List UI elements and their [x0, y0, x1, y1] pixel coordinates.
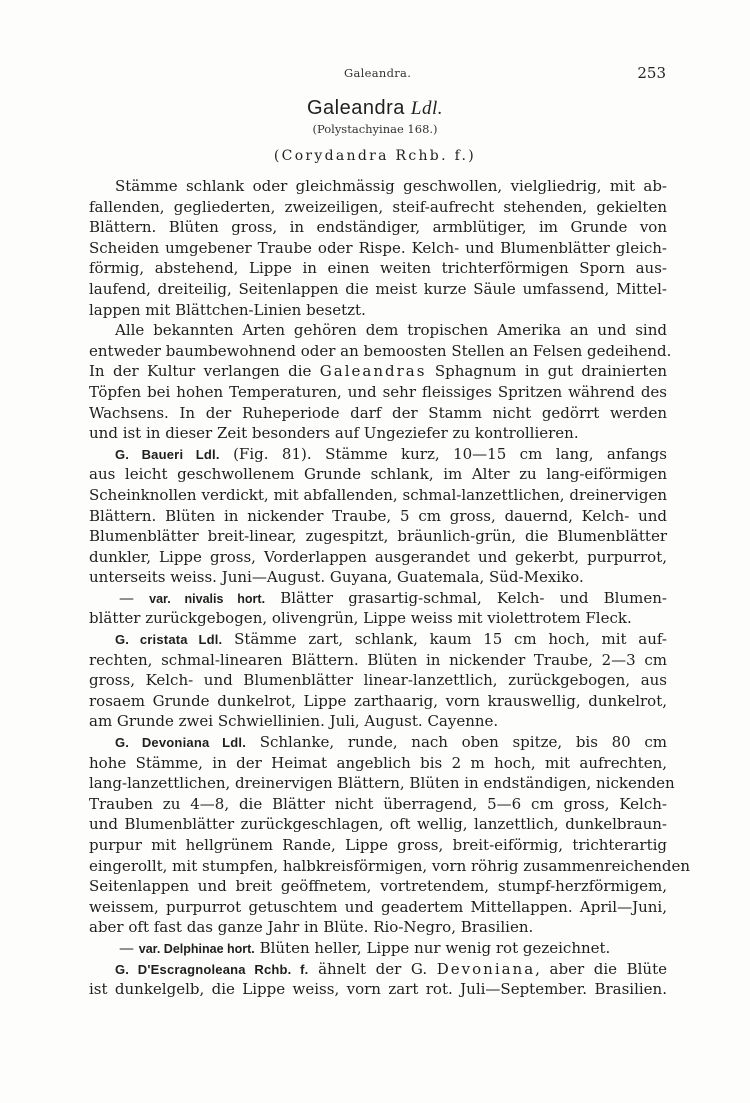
- text-fragment: Schlanke, runde, nach oben spitze, bis 80 cm: [259, 733, 668, 752]
- text-line: [89, 732, 667, 753]
- text-line: fallenden, gegliederten, zweizeiligen, steif-aufrecht stehenden, gekielten: [89, 197, 667, 216]
- species-emphasis: Devoniana: [436, 959, 536, 978]
- text-line: Blumenblätter breit-linear, zugespitzt, bräunlich-grün, die Blumenblätter: [89, 527, 667, 546]
- text-line: Blättern. Blüten gross, in endständiger, armblütiger, im Grunde von: [89, 218, 667, 237]
- text-fragment: In der Kultur verlangen die: [89, 362, 312, 381]
- text-line: förmig, abstehend, Lippe in einen weiten trichterförmigen Sporn aus-: [89, 259, 667, 278]
- text-line: Stämme schlank oder gleichmässig geschwollen, vielgliedrig, mit ab-: [115, 177, 667, 195]
- subtribe-reference: (Polystachyinae 168.): [312, 122, 438, 136]
- text-line: Scheiden umgebener Traube oder Rispe. Kelch- und Blumenblätter gleich-: [89, 238, 667, 257]
- text-line: hohe Stämme, in der Heimat angeblich bis 2 m hoch, mit aufrechten,: [89, 753, 667, 772]
- paragraph-cultivation: [89, 320, 672, 444]
- text-line: unterseits weiss. Juni—August. Guyana, Guatemala, Süd-Mexiko.: [89, 568, 584, 587]
- text-line: eingerollt, mit stumpfen, halbkreisförmigen, vorn röhrig zusammenreichenden: [89, 856, 690, 875]
- text-line: Trauben zu 4—8, die Blätter nicht überragend, 5—6 cm gross, Kelch-: [89, 794, 667, 813]
- text-line: [89, 444, 667, 465]
- text-line: [89, 629, 667, 650]
- genus-author: Ldl.: [410, 98, 444, 119]
- variety-name: var. Delphinae hort.: [138, 941, 255, 956]
- variety-entry-delphinae: [89, 938, 667, 959]
- species-name: G. D'Escragnoleana Rchb. f.: [115, 961, 309, 977]
- text-line: [89, 588, 667, 609]
- paragraph-genus-description: [89, 176, 667, 320]
- genus-name: Galeandra: [306, 97, 405, 119]
- genus-synonym: (Corydandra Rchb. f.): [273, 148, 477, 164]
- text-line: [89, 938, 667, 959]
- species-name: G. Baueri Ldl.: [115, 446, 220, 462]
- text-line: Seitenlappen und breit geöffnetem, vortretendem, stumpf-herzförmigem,: [89, 877, 667, 896]
- species-entry-baueri: [89, 444, 667, 588]
- species-name: G. cristata Ldl.: [115, 632, 223, 648]
- variety-entry-nivalis: [89, 588, 667, 629]
- dash: —: [119, 938, 134, 957]
- genus-heading: [0, 97, 750, 120]
- text-line: laufend, dreiteilig, Seitenlappen die meist kurze Säule umfassend, Mittel-: [89, 279, 667, 298]
- text-fragment: (Fig. 81). Stämme kurz, 10—15 cm lang, anfangs: [233, 444, 667, 463]
- page-number: 253: [637, 64, 666, 82]
- running-title: Galeandra.: [344, 66, 412, 80]
- text-line: rechten, schmal-linearen Blättern. Blüten in nickender Traube, 2—3 cm: [89, 650, 667, 669]
- dash: —: [119, 588, 134, 607]
- species-name: G. Devoniana Ldl.: [115, 735, 247, 751]
- text-line: [89, 361, 667, 382]
- species-entry-devoniana: [89, 732, 690, 938]
- text-line: Scheinknollen verdickt, mit abfallenden, schmal-lanzettlichen, dreinervigen: [89, 485, 667, 504]
- text-fragment: Stämme zart, schlank, kaum 15 cm hoch, mit auf-: [234, 630, 667, 649]
- text-line: purpur mit hellgrünem Rande, Lippe gross, breit-eiförmig, trichterartig: [89, 836, 667, 854]
- text-line: und ist in dieser Zeit besonders auf Ungeziefer zu kontrollieren.: [89, 424, 579, 443]
- text-line: Alle bekannten Arten gehören dem tropischen Amerika an und sind: [115, 321, 667, 340]
- genus-emphasis: Galeandras: [319, 362, 427, 381]
- text-fragment: Sphagnum in gut drainierten: [434, 362, 667, 381]
- text-line: und Blumenblätter zurückgeschlagen, oft wellig, lanzettlich, dunkelbraun-: [89, 815, 667, 834]
- text-line: aus leicht geschwollenem Grunde schlank, im Alter zu lang-eiförmigen: [89, 465, 667, 484]
- variety-name: var. nivalis hort.: [149, 591, 266, 606]
- text-fragment: , aber die Blüte: [535, 959, 667, 978]
- text-fragment: Blüten heller, Lippe nur wenig rot gezeichnet.: [259, 938, 611, 957]
- text-line: am Grunde zwei Schwiellinien. Juli, August. Cayenne.: [89, 712, 499, 731]
- species-entry-cristata: [89, 629, 667, 732]
- species-entry-descragnoleana: [89, 959, 667, 1000]
- text-line: Töpfen bei hohen Temperaturen, und sehr fleissiges Spritzen während des: [89, 382, 667, 401]
- text-fragment: ähnelt der G.: [318, 959, 428, 978]
- text-line: lappen mit Blättchen-Linien besetzt.: [89, 300, 366, 319]
- text-line: rosaem Grunde dunkelrot, Lippe zarthaarig, vorn krauswellig, dunkelrot,: [89, 691, 667, 710]
- body-text: [89, 176, 690, 1000]
- text-line: [89, 959, 667, 980]
- text-line: blätter zurückgebogen, olivengrün, Lippe weiss mit violettrotem Fleck.: [89, 609, 632, 628]
- text-line: gross, Kelch- und Blumenblätter linear-lanzettlich, zurückgebogen, aus: [89, 671, 667, 690]
- text-line: lang-lanzettlichen, dreinervigen Blättern, Blüten in endständigen, nickenden: [89, 774, 675, 793]
- text-line: entweder baumbewohnend oder an bemoosten Stellen an Felsen gedeihend.: [89, 341, 672, 360]
- text-line: Blättern. Blüten in nickender Traube, 5 cm gross, dauernd, Kelch- und: [89, 506, 667, 525]
- text-line: ist dunkelgelb, die Lippe weiss, vorn zart rot. Juli—September. Brasilien.: [89, 980, 667, 999]
- text-line: aber oft fast das ganze Jahr in Blüte. Rio-Negro, Brasilien.: [89, 918, 534, 937]
- running-header: [0, 64, 750, 84]
- text-fragment: Blätter grasartig-schmal, Kelch- und Blumen-: [280, 588, 667, 607]
- text-line: Wachsens. In der Ruheperiode darf der Stamm nicht gedörrt werden: [89, 403, 667, 422]
- text-line: dunkler, Lippe gross, Vorderlappen ausgerandet und gekerbt, purpurrot,: [89, 547, 667, 566]
- text-line: weissem, purpurrot getuschtem und geadertem Mittellappen. April—Juni,: [89, 897, 667, 916]
